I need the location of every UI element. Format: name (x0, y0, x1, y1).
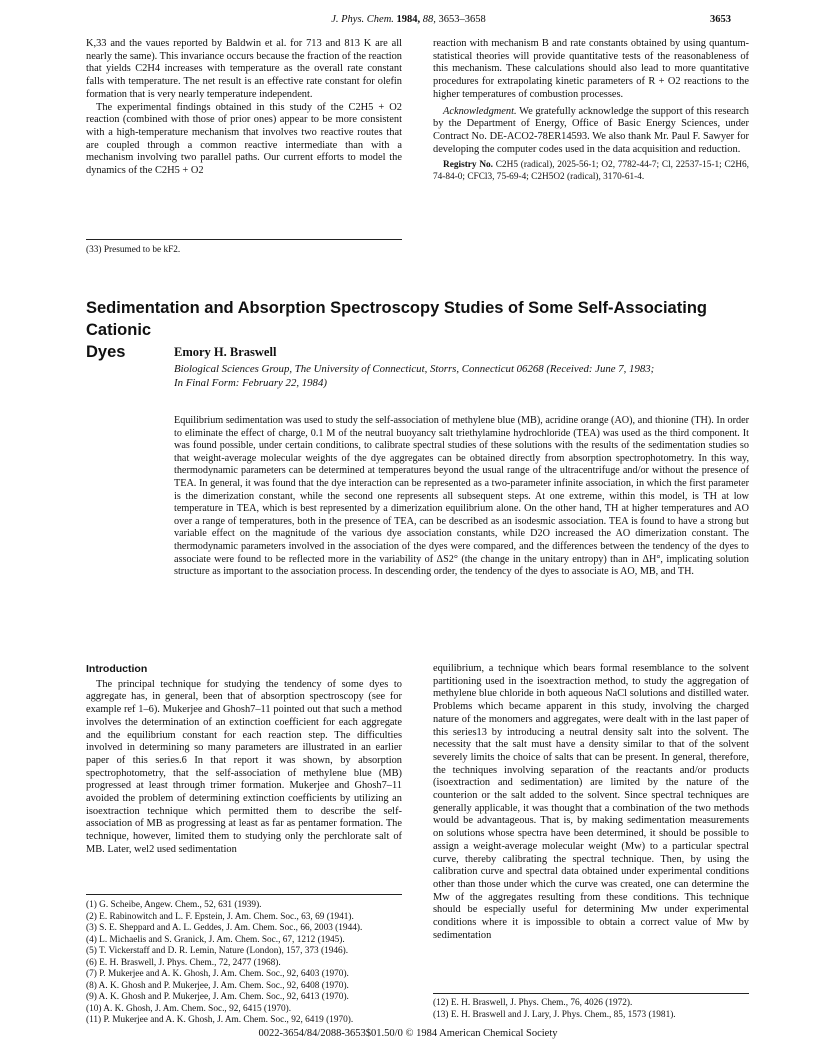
affiliation-line-1: Biological Sciences Group, The University of Connecticut, Storrs, Connecticut 06268 (Received: June 7, 1983; (174, 363, 655, 375)
footnote-33 (86, 245, 402, 257)
acknowledgment-label: Acknowledgment. (443, 105, 517, 117)
prev-col1-paragraph-2: The experimental findings obtained in this study of the C2H5 + O2 reaction (combined with those of prior ones) appear to be more consistent with a high-temperature mechanism that involves two reactive routes that are coupled through a common reactive intermediate than with a mechanism involving two parallel paths. Our current efforts to model the dynamics of the C2H5 + O2 (86, 101, 402, 177)
reference-7: (7) P. Mukerjee and A. K. Ghosh, J. Am. Chem. Soc., 92, 6403 (1970). (86, 969, 349, 979)
reference-3: (3) S. E. Sheppard and A. L. Geddes, J. Am. Chem. Soc., 66, 2003 (1944). (86, 923, 363, 933)
reference-8: (8) A. K. Ghosh and P. Mukerjee, J. Am. Chem. Soc., 92, 6408 (1970). (86, 980, 349, 991)
reference-11: (11) P. Mukerjee and A. K. Ghosh, J. Am. Chem. Soc., 92, 6419 (1970). (86, 1015, 354, 1025)
intro-col2 (433, 663, 749, 942)
reference-13: (13) E. H. Braswell and J. Lary, J. Phys. Chem., 85, 1573 (1981). (433, 1009, 676, 1020)
prev-col2-paragraph-1: reaction with mechanism B and rate constants obtained by using quantum-statistical theories will provide quantitative tests of the reasonableness of this mechanism. These calculations should also lead to more quantitative procedures for extrapolating kinetic parameters of R + O2 reactions to the higher temperatures of combustion processes. (433, 38, 749, 100)
registry-text: C2H5 (radical), 2025-56-1; O2, 7782-44-7; Cl, 22537-15-1; C2H6, 74-84-0; CFCl3, 75-69-4; C2H5O2 (radical), 3170-61-4. (433, 160, 750, 182)
reference-1: (1) G. Scheibe, Angew. Chem., 52, 631 (1939). (86, 900, 262, 910)
reference-2: (2) E. Rabinowitch and L. F. Epstein, J. Am. Chem. Soc., 63, 69 (1941). (86, 911, 354, 922)
prev-article-col2 (433, 38, 749, 183)
author-name: Emory H. Braswell (174, 345, 277, 359)
references-col1 (86, 900, 416, 1027)
footnote-divider (86, 239, 402, 240)
intro-heading: Introduction (86, 663, 148, 675)
reference-10: (10) A. K. Ghosh, J. Am. Chem. Soc., 92, 6415 (1970). (86, 1003, 292, 1014)
reference-9: (9) A. K. Ghosh and P. Mukerjee, J. Am. Chem. Soc., 92, 6413 (1970). (86, 992, 349, 1002)
prev-article-col1 (86, 38, 402, 178)
references-divider-col1 (86, 894, 402, 895)
references-col2 (433, 998, 749, 1021)
registry-label: Registry No. (443, 160, 494, 171)
footnote-33-text: (33) Presumed to be kF2. (86, 245, 181, 255)
article-title-line-2: Dyes (86, 343, 126, 361)
references-divider-col2 (433, 993, 749, 994)
reference-6: (6) E. H. Braswell, J. Phys. Chem., 72, 2477 (1968). (86, 957, 281, 968)
abstract-text: Equilibrium sedimentation was used to study the self-association of methylene blue (MB), acridine orange (AO), and thionine (TH). In order to eliminate the effect of charge, 0.1 M of the neutral buoyancy salt triethylamine hydrochloride (TEA) was used as the third component. It was found possible, under certain conditions, to calibrate spectral studies of these solutions with the results of the sedimentation studies so that weight-average molecular weights of the dye aggregates can be obtained directly from absorption spectrophotometry. In this way, thermodynamic parameters can be determined at temperatures beyond the usual range of the ultracentrifuge and/or without the presence of TEA. In general, it was found that the dye interaction can be represented as a two-parameter infinite association, in which the first parameter is the dimerization constant, while the second one represents all subsequent steps. At one extreme, within this model, is TH at low temperature in TEA, which is best represented by a dimerization equilibrium alone. On the other hand, TH at higher temperatures and AO over a range of temperatures, both in the presence of TEA, can be described as an isodesmic association. TEA is found to have a strong but variable effect on the magnitude of the various dye association constants, while D2O increased the AO dimerization constant. The thermodynamic parameters involved in the association of the dyes were compared, and the differences between the tendency of the dyes to associate were found to be reflected more in the variability of ΔS2° (the change in the unitary entropy) than in ΔH°, implicating solution structure as important to the association process. In descending order, the tendency of the dyes to associate is AO, MB, and TH. (174, 415, 749, 578)
journal-volume: 88, (422, 14, 436, 25)
running-head (86, 14, 731, 28)
intro-col2-text: equilibrium, a technique which bears formal resemblance to the solvent partitioning used in the isoextraction method, to study the aggregation of methylene blue chloride in both aqueous NaCl solutions and distilled water. Problems which became apparent in this study, involving the charged nature of the monomers and aggregates, were dealt with in the last paper of this series13 by introducing a neutral density salt into the solvent. The necessity that the salt must have a density similar to that of the solvent severely limits the choice of salts that can be present. In general, therefore, the techniques involving separation of the reactants and/or products (isoextraction and sedimentation) are limited by the nature of the counterion or the salt added to the solvent. Since spectral techniques are generally applicable, it was thought that a combination of the two methods would be advantageous. That is, by making sedimentation measurements on solutions whose spectra have been determined, it should be possible to assign a weight-average molecular weight (Mw) to a particular spectral curve, thereby calibrating the spectral technique. Then, by using the calibration curve and spectral data obtained under experimental conditions other than those under which the curve was created, one can determine the Mw of the aggregates resulting from these conditions. This technique should be especially useful for determining Mw under experimental conditions where it is impossible to obtain a correct value of Mw by sedimentation (433, 663, 749, 941)
journal-pages: 3653–3658 (438, 14, 486, 25)
copyright-footer: 0022-3654/84/2088-3653$01.50/0 © 1984 American Chemical Society (258, 1028, 558, 1039)
acknowledgment (433, 106, 749, 157)
prev-col1-paragraph-1: K,33 and the vaues reported by Baldwin et al. for 713 and 813 K are all nearly the same). This invariance occurs because the fraction of the reaction that yields C2H4 increases with temperature as the overall rate constant falls with temperature. The net result is an effective rate constant for olefin formation that is very nearly temperature independent. (86, 38, 403, 100)
abstract (174, 415, 749, 579)
intro-col1-text: The principal technique for studying the tendency of some dyes to aggregate has, in general, been that of absorption spectroscopy (see for example ref 1–6). Mukerjee and Ghosh7–11 pointed out that such a method involves the determination of an extinction coefficient for each aggregate and the equilibrium constant for each reaction step. The difficulties involved in determining so many parameters are illustrated in an earlier paper of this series.6 In that report it was shown, by absorption spectrophotometry, that the self-association of methylene blue (MB) progressed at least through trimer formation. Mukerjee and Ghosh7–11 avoided the problem of determining extinction coefficients by utilizing an isoextraction technique which permitted them to describe the self-association of MB as progressing at least as far as pentamer formation. The technique, however, limited them to studying only the perchlorate salt of MB. Later, wel2 used sedimentation (86, 678, 402, 855)
registry-numbers (433, 160, 749, 183)
affiliation-line-2: In Final Form: February 22, 1984) (174, 376, 327, 389)
article-title-line-1: Sedimentation and Absorption Spectroscopy Studies of Some Self-Associating Cationic (86, 299, 707, 339)
acknowledgment-text: We gratefully acknowledge the support of this research by the Department of Energy, Office of Basic Energy Sciences, under Contract No. DE-ACO2-78ER14593. We also thank Mr. Paul F. Sawyer for developing the computer codes used in the data acquisition and reduction. (433, 105, 749, 155)
journal-citation (86, 14, 731, 25)
intro-col1 (86, 663, 402, 857)
reference-4: (4) L. Michaelis and S. Granick, J. Am. Chem. Soc., 67, 1212 (1945). (86, 934, 345, 945)
reference-12: (12) E. H. Braswell, J. Phys. Chem., 76, 4026 (1972). (433, 998, 633, 1008)
page-number: 3653 (710, 14, 731, 25)
reference-5: (5) T. Vickerstaff and D. R. Lemin, Nature (London), 157, 373 (1946). (86, 946, 349, 956)
affiliation (174, 363, 744, 390)
journal-name: J. Phys. Chem. (331, 14, 394, 25)
journal-year: 1984, (396, 14, 421, 25)
